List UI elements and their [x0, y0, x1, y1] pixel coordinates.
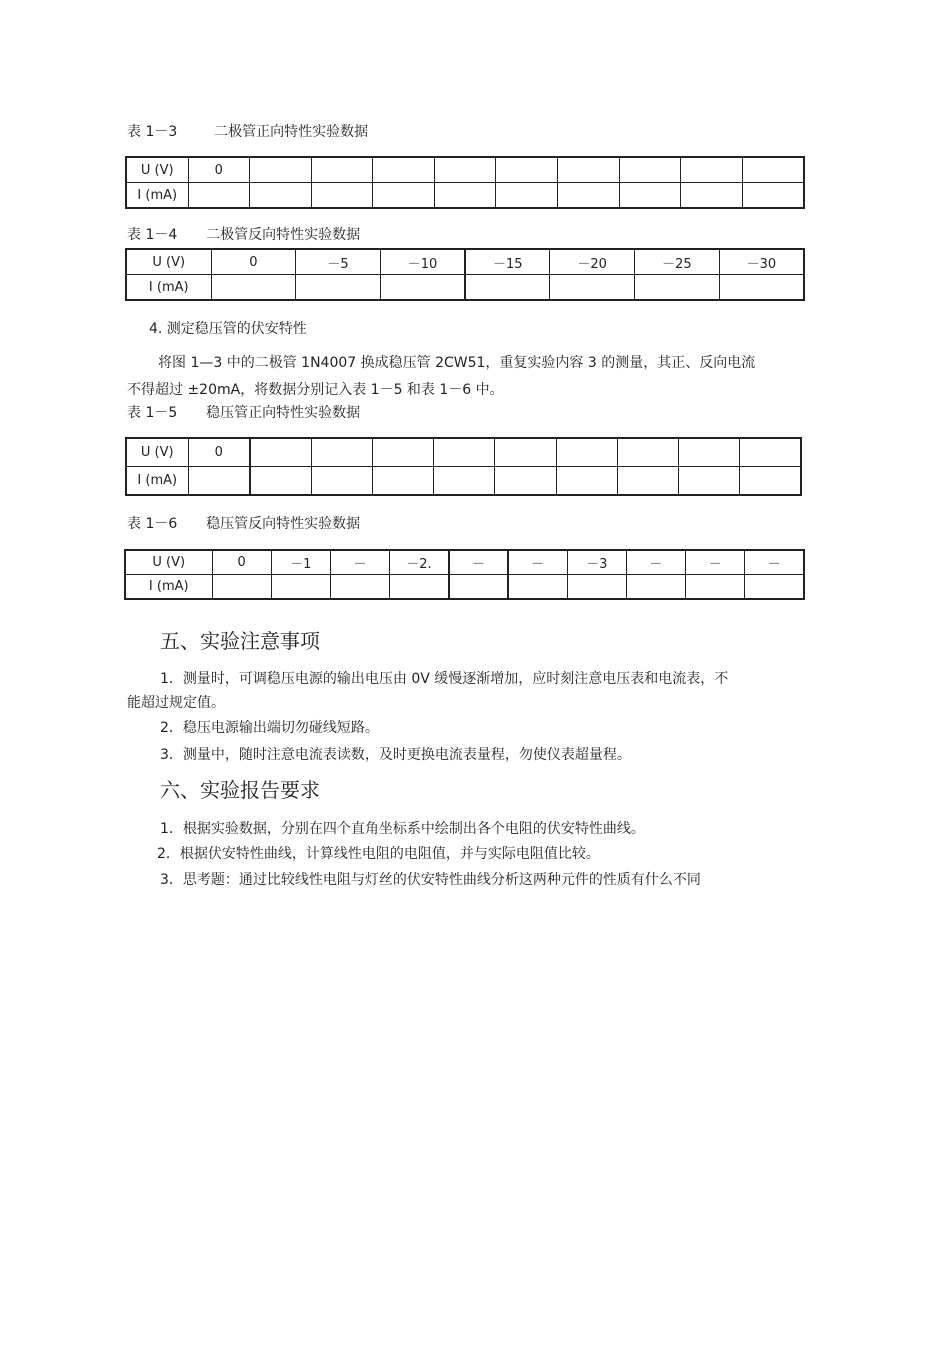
table-cell: －2.	[390, 550, 449, 575]
caption-number: 表 1－3	[127, 124, 178, 140]
table-cell	[434, 438, 495, 467]
row-label-i: I (mA)	[126, 183, 188, 209]
row-label-u: U (V)	[126, 249, 211, 275]
table-cell	[390, 575, 449, 600]
section-5-item3: 3．测量中，随时注意电流表读数，及时更换电流表量程，勿使仪表超量程。	[160, 747, 631, 763]
table-cell	[311, 467, 372, 496]
table-cell: 0	[212, 550, 271, 575]
table-1-5	[125, 437, 802, 496]
table-1-6-caption	[127, 513, 360, 533]
table-cell	[311, 183, 373, 209]
table-cell: 0	[211, 249, 296, 275]
table-cell	[558, 183, 620, 209]
table-cell	[465, 275, 550, 301]
caption-title: 稳压管反向特性实验数据	[206, 516, 361, 532]
table-cell	[745, 575, 804, 600]
table-cell	[495, 467, 556, 496]
table-cell: －	[686, 550, 745, 575]
table-cell: －10	[380, 249, 465, 275]
table-cell: －25	[635, 249, 720, 275]
table-cell: －	[745, 550, 804, 575]
table-cell	[311, 157, 373, 183]
table-cell	[679, 467, 740, 496]
table-cell	[742, 157, 804, 183]
table-1-4-caption	[127, 224, 360, 244]
table-cell	[311, 438, 372, 467]
table-cell	[434, 467, 495, 496]
table-cell	[212, 575, 271, 600]
table-1-3	[125, 156, 805, 209]
table-cell: －3	[567, 550, 626, 575]
table-1-4	[125, 248, 805, 301]
table-cell: －5	[296, 249, 381, 275]
caption-title: 二极管反向特性实验数据	[206, 227, 361, 243]
table-cell: －1	[271, 550, 330, 575]
table-cell	[635, 275, 720, 301]
table-cell: －	[449, 550, 508, 575]
row-label-u: U (V)	[125, 550, 212, 575]
table-cell	[188, 467, 250, 496]
table-cell	[681, 157, 743, 183]
table-cell	[617, 467, 678, 496]
table-cell	[619, 183, 681, 209]
table-cell	[211, 275, 296, 301]
section-6-item1: 1．根据实验数据，分别在四个直角坐标系中绘制出各个电阻的伏安特性曲线。	[160, 821, 645, 837]
table-cell: －15	[465, 249, 550, 275]
table-cell	[496, 157, 558, 183]
section-4-paragraph-line1: 将图 1—3 中的二极管 1N4007 换成稳压管 2CW51，重复实验内容 3 的测量，其正、反向电流	[158, 355, 756, 371]
table-cell	[495, 438, 556, 467]
table-cell	[740, 438, 801, 467]
table-cell	[372, 467, 433, 496]
section-4-paragraph-line2: 不得超过 ±20mA，将数据分别记入表 1－5 和表 1－6 中。	[127, 382, 504, 398]
table-cell	[188, 183, 250, 209]
table-cell	[434, 183, 496, 209]
section-6-item3: 3．思考题：通过比较线性电阻与灯丝的伏安特性曲线分析这两种元件的性质有什么不同	[160, 872, 701, 888]
table-row	[126, 275, 804, 301]
table-cell	[619, 157, 681, 183]
table-row	[125, 575, 804, 600]
table-cell	[250, 467, 311, 496]
row-label-u: U (V)	[126, 157, 188, 183]
table-1-5-caption	[127, 402, 360, 422]
table-cell	[496, 183, 558, 209]
section-5-heading: 五、实验注意事项	[160, 629, 320, 653]
table-cell	[556, 438, 617, 467]
section-5-item1-line1: 1．测量时，可调稳压电源的输出电压由 0V 缓慢逐渐增加，应时刻注意电压表和电流表，不	[160, 671, 729, 687]
table-cell	[250, 183, 312, 209]
table-cell: －	[626, 550, 685, 575]
caption-title: 二极管正向特性实验数据	[214, 124, 369, 140]
table-cell	[449, 575, 508, 600]
table-cell	[567, 575, 626, 600]
table-cell	[372, 438, 433, 467]
table-row	[126, 467, 801, 496]
section-5-item1-line2: 能超过规定值。	[127, 695, 225, 711]
section-4-heading: 4. 测定稳压管的伏安特性	[149, 321, 307, 337]
row-label-i: I (mA)	[126, 275, 211, 301]
table-cell	[681, 183, 743, 209]
table-row	[126, 157, 804, 183]
table-cell	[686, 575, 745, 600]
table-cell	[373, 157, 435, 183]
table-cell	[742, 183, 804, 209]
row-label-i: I (mA)	[125, 575, 212, 600]
table-cell	[434, 157, 496, 183]
table-cell	[556, 467, 617, 496]
table-cell	[250, 157, 312, 183]
table-cell	[626, 575, 685, 600]
row-label-u: U (V)	[126, 438, 188, 467]
table-row	[126, 438, 801, 467]
table-cell	[719, 275, 804, 301]
table-cell	[380, 275, 465, 301]
caption-number: 表 1－6	[127, 516, 178, 532]
caption-title: 稳压管正向特性实验数据	[206, 405, 361, 421]
table-cell: 0	[188, 438, 250, 467]
table-row	[125, 550, 804, 575]
table-cell: －20	[550, 249, 635, 275]
table-cell: －	[330, 550, 389, 575]
table-cell	[617, 438, 678, 467]
table-1-3-caption	[127, 121, 368, 141]
table-cell	[679, 438, 740, 467]
table-cell	[296, 275, 381, 301]
table-1-6	[124, 549, 805, 600]
table-cell	[550, 275, 635, 301]
table-cell: －	[508, 550, 567, 575]
table-row	[126, 183, 804, 209]
table-cell	[271, 575, 330, 600]
section-5-item2: 2．稳压电源输出端切勿碰线短路。	[160, 720, 379, 736]
table-cell: 0	[188, 157, 250, 183]
table-cell	[330, 575, 389, 600]
table-cell: －30	[719, 249, 804, 275]
table-row	[126, 249, 804, 275]
section-6-item2: 2．根据伏安特性曲线，计算线性电阻的电阻值，并与实际电阻值比较。	[157, 846, 600, 862]
caption-number: 表 1－4	[127, 227, 178, 243]
table-cell	[558, 157, 620, 183]
table-cell	[740, 467, 801, 496]
caption-number: 表 1－5	[127, 405, 178, 421]
row-label-i: I (mA)	[126, 467, 188, 496]
section-6-heading: 六、实验报告要求	[160, 778, 320, 802]
table-cell	[250, 438, 311, 467]
table-cell	[373, 183, 435, 209]
table-cell	[508, 575, 567, 600]
